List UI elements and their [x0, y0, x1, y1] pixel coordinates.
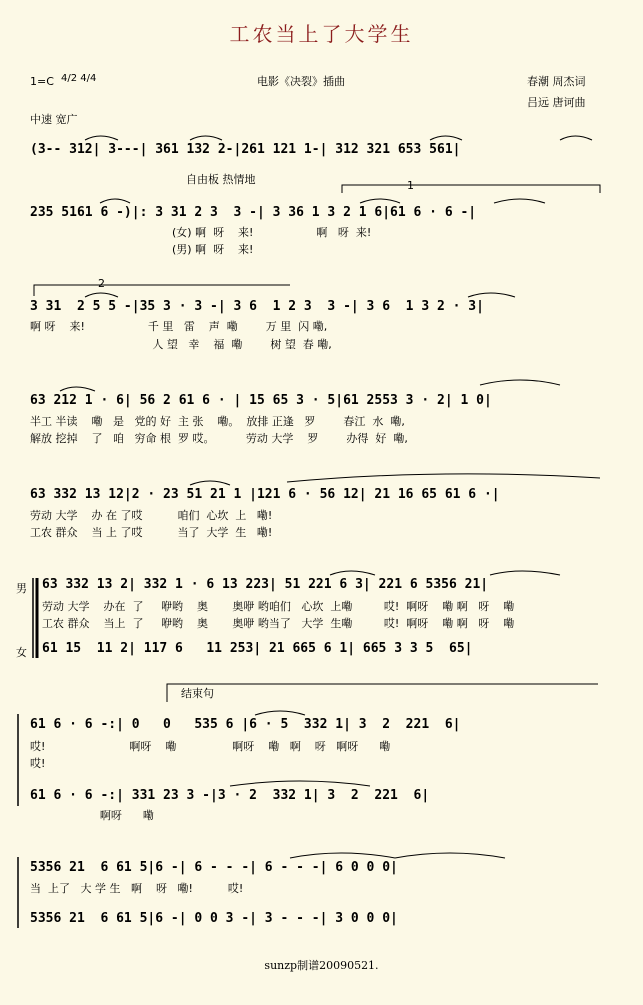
- slur: [100, 199, 130, 203]
- volta-two-label: 2: [98, 277, 105, 290]
- lyric-line: 解放 挖掉 了 咱 穷命 根 罗 哎。 劳动 大学 罗 办得 好 嘞,: [30, 432, 408, 445]
- slur: [468, 293, 515, 297]
- ending-bracket: [167, 684, 598, 702]
- female-voice-label: 女: [16, 646, 27, 659]
- lyric-line: 工农 群众 当上 了 咿哟 奥 奥咿 哟当了 大学 生嘞 哎! 啊呀 嘞 啊 呀 嘞: [42, 617, 515, 630]
- lyric-line: 工农 群众 当 上 了哎 当了 大学 生 嘞!: [30, 526, 273, 539]
- composer: 吕远 唐诃曲: [527, 96, 586, 109]
- lyric-line: 人 望 幸 福 嘞 树 望 春 嘞,: [30, 338, 332, 351]
- lyric-line: 啊 呀 来! 千 里 雷 声 嘞 万 里 闪 嘞,: [30, 320, 328, 333]
- lyricist: 春潮 周杰词: [527, 75, 586, 88]
- slur: [290, 853, 395, 858]
- slur: [85, 293, 118, 297]
- lyric-line: 当 上了 大 学 生 啊 呀 嘞! 哎!: [30, 882, 244, 895]
- lyric-line: (男) 啊 呀 来!: [172, 243, 254, 256]
- slur: [490, 571, 560, 575]
- lyric-line: 劳动 大学 办在 了 咿哟 奥 奥咿 哟咱们 心坎 上嘞 哎! 啊呀 嘞 啊 呀 嘞: [42, 600, 515, 613]
- volta-one-label: 1: [407, 179, 414, 192]
- time-signature: 4/2 4/4: [61, 73, 97, 84]
- lyric-line: 劳动 大学 办 在 了哎 咱们 心坎 上 嘞!: [30, 509, 273, 522]
- tempo-marking: 中速 宽广: [30, 113, 78, 126]
- slur: [255, 711, 305, 715]
- slur: [480, 380, 560, 385]
- volta-bracket: [342, 185, 600, 193]
- slur: [360, 199, 400, 203]
- free-tempo-annotation: 自由板 热情地: [186, 173, 256, 186]
- lyric-line: 半工 半读 嘞 是 党的 好 主 张 嘞。 放排 正逢 罗 春江 水 嘞,: [30, 415, 405, 428]
- notation-row: (3-- 312| 3---| 361 132 2-|261 121 1-| 312 321 653 561|: [30, 142, 461, 157]
- volta-bracket: [34, 285, 290, 296]
- notation-row-lower: 61 6 · 6 -:| 331 23 3 -|3 · 2 332 1| 3 2 221 6|: [30, 788, 430, 803]
- song-title: 工农当上了大学生: [229, 22, 414, 46]
- slur: [395, 853, 505, 858]
- lyric-line: 哎!: [30, 757, 46, 770]
- notation-row-lower: 5356 21 6 61 5|6 -| 0 0 3 -| 3 - - -| 3 0 0 0|: [30, 911, 398, 926]
- lyric-line: 哎! 啊呀 嘞 啊呀 嘞 啊 呀 啊呀 嘞: [30, 740, 391, 753]
- slur: [85, 136, 118, 140]
- notation-row: 235 5161 6 -)|: 3 31 2 3 3 -| 3 36 1 3 2 1 6|61 6 · 6 -|: [30, 205, 477, 220]
- slur: [190, 481, 230, 485]
- notation-row: 63 332 13 12|2 · 23 51 21 1 |121 6 · 56 12| 21 16 65 61 6 ·|: [30, 487, 500, 502]
- slur: [560, 136, 592, 140]
- ending-annotation: 结束句: [181, 687, 214, 700]
- notation-row-female: 61 15 11 2| 117 6 11 253| 21 665 6 1| 665 3 3 5 65|: [42, 641, 473, 656]
- notation-row-upper: 5356 21 6 61 5|6 -| 6 - - -| 6 - - -| 6 0 0 0|: [30, 860, 398, 875]
- slur: [287, 474, 600, 482]
- slur: [494, 199, 545, 203]
- slur: [190, 136, 222, 140]
- footer-credit: sunzp制谱20090521.: [264, 959, 379, 972]
- notation-row: 3 31 2 5 5 -|35 3 · 3 -| 3 6 1 2 3 3 -| 3 6 1 3 2 · 3|: [30, 299, 484, 314]
- notation-row: 63 212 1 · 6| 56 2 61 6 · | 15 65 3 · 5|61 2553 3 · 2| 1 0|: [30, 393, 492, 408]
- slur: [60, 387, 95, 391]
- notation-row-upper: 61 6 · 6 -:| 0 0 535 6 |6 · 5 332 1| 3 2 221 6|: [30, 717, 461, 732]
- lyric-line: 啊呀 嘞: [30, 809, 154, 822]
- notation-row-male: 63 332 13 2| 332 1 · 6 13 223| 51 221 6 3| 221 6 5356 21|: [42, 577, 489, 592]
- film-source: 电影《决裂》插曲: [257, 75, 345, 88]
- slur: [230, 781, 370, 786]
- slur: [330, 571, 375, 575]
- key-signature: 1=C: [30, 75, 54, 88]
- lyric-line: (女) 啊 呀 来! 啊 呀 来!: [172, 226, 372, 239]
- male-voice-label: 男: [16, 582, 27, 595]
- slur: [430, 136, 462, 140]
